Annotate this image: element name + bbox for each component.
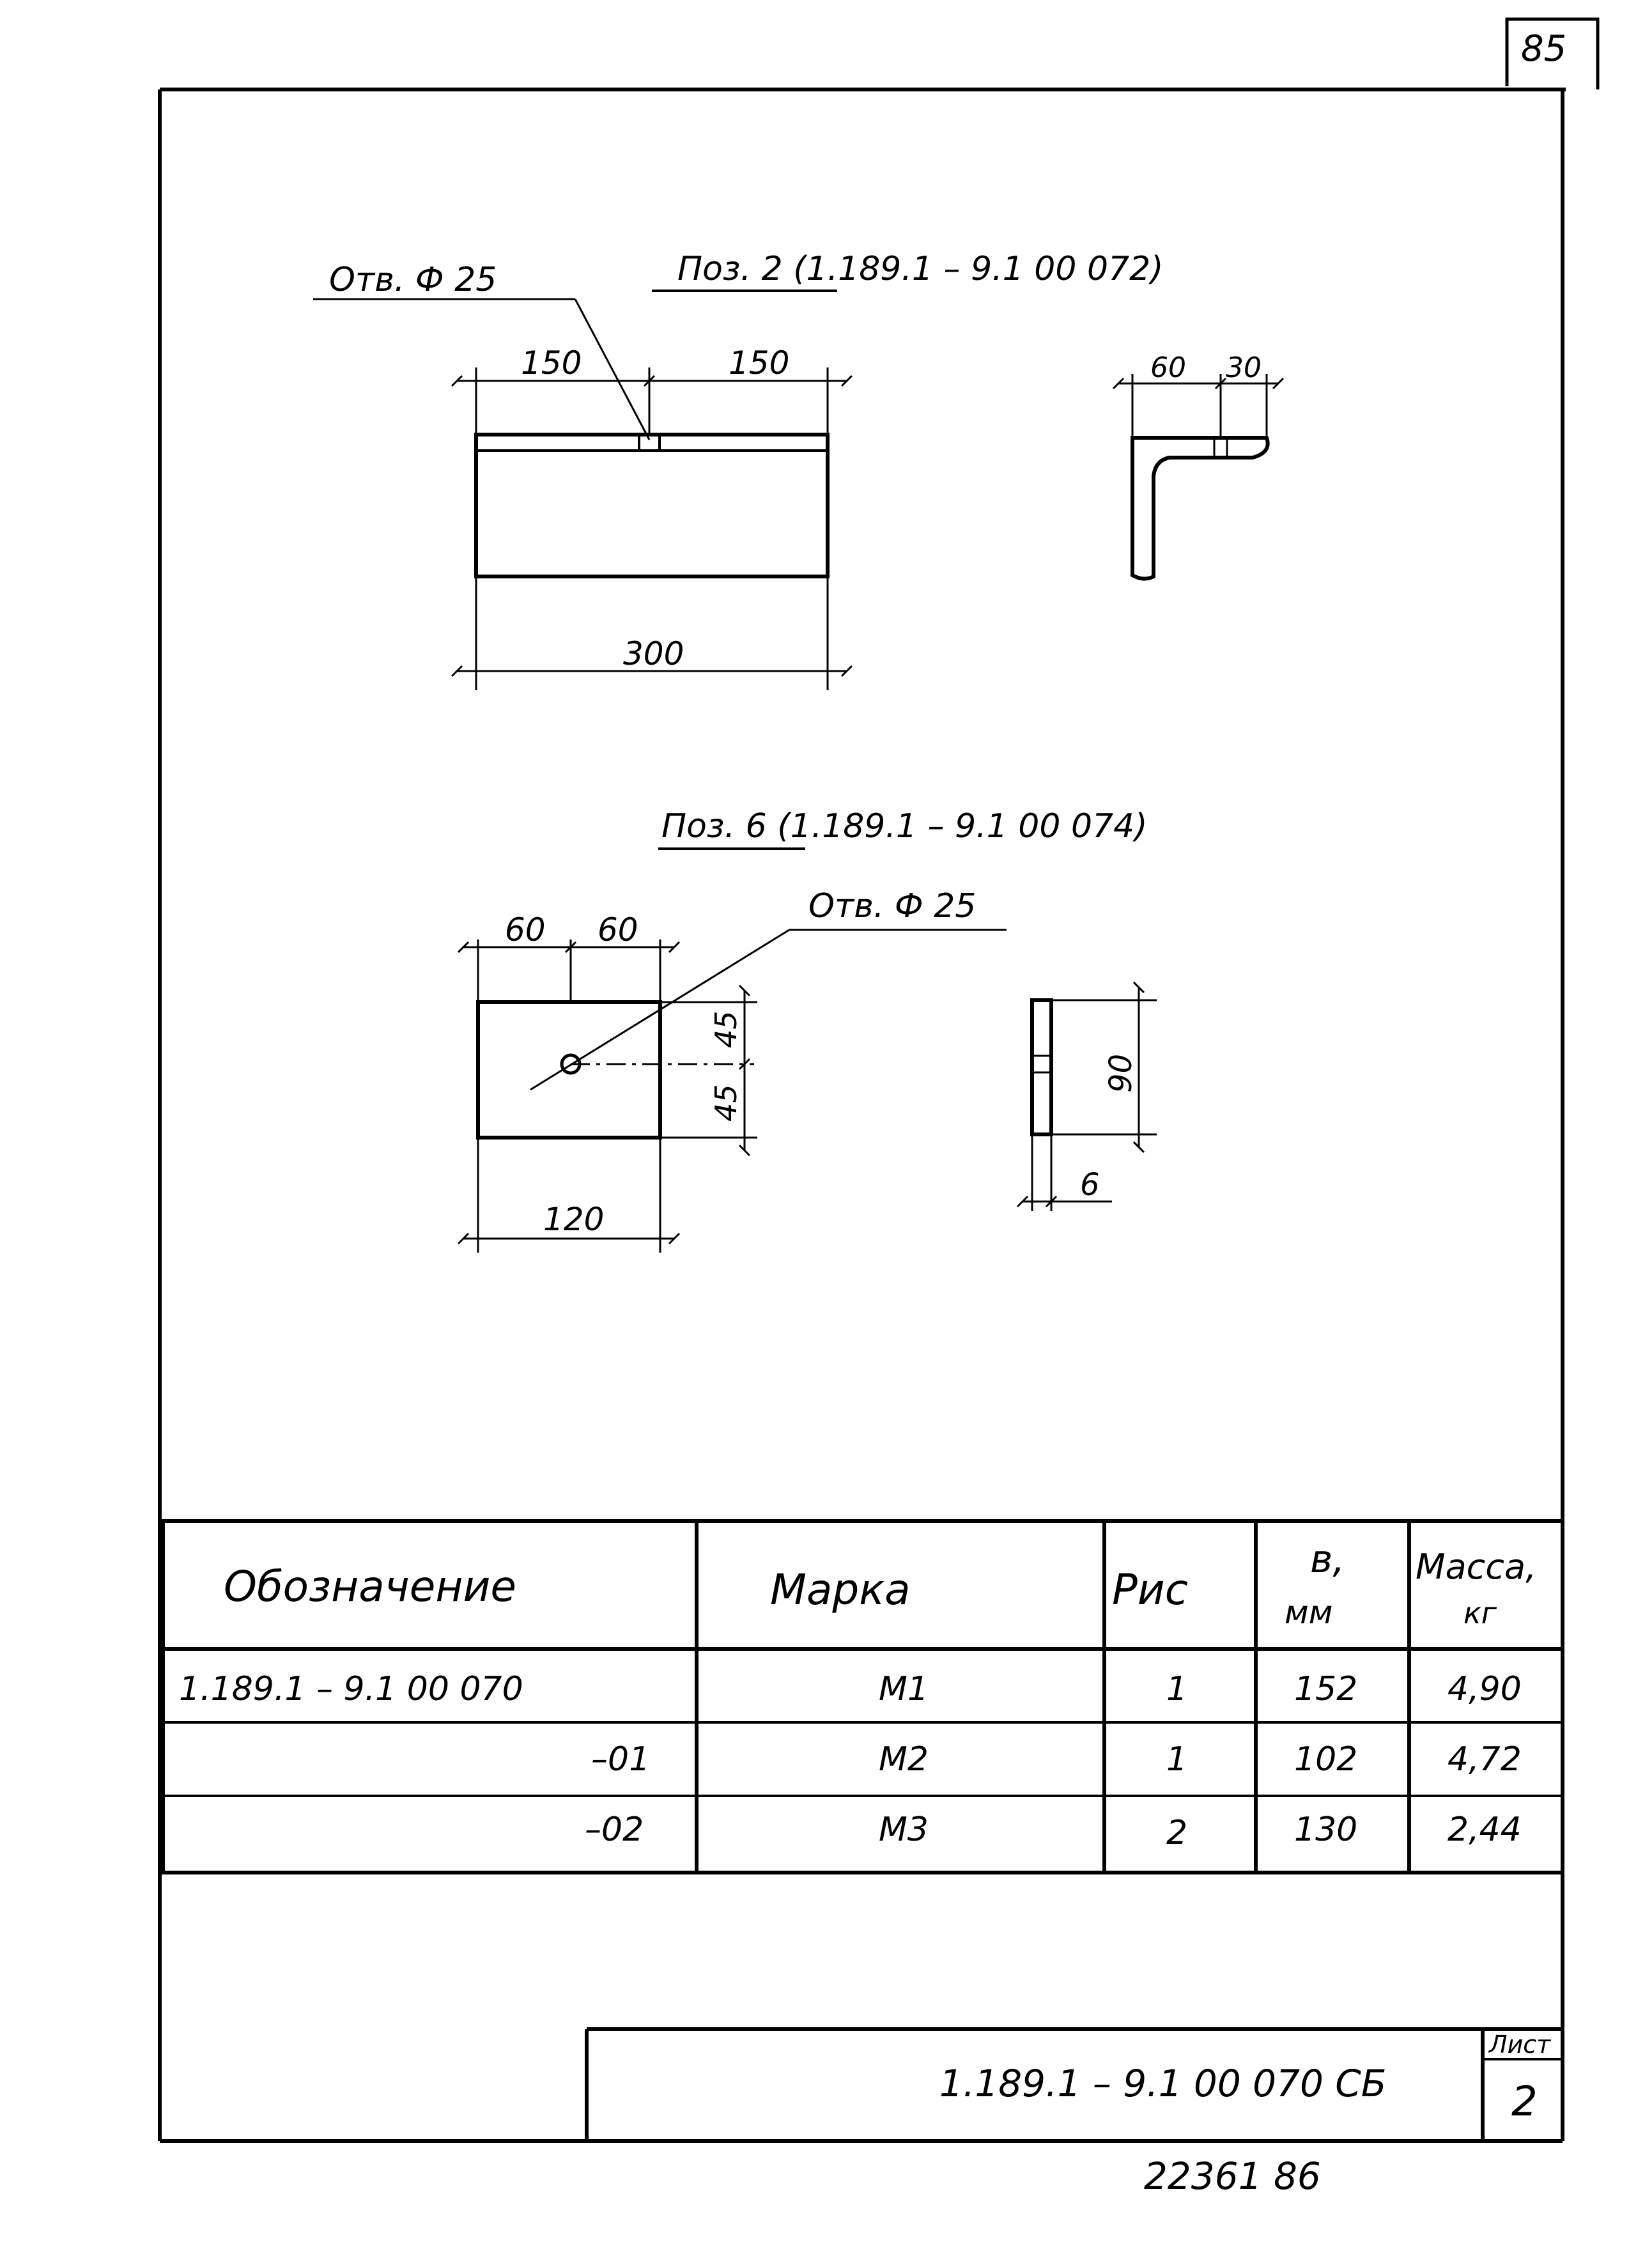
row-3-b: 130: [1294, 1811, 1358, 1849]
row-1-mark: М1: [879, 1670, 929, 1708]
pos6-dim-bottom: 45: [709, 1084, 743, 1122]
row-2-mark: М2: [879, 1740, 929, 1779]
pos6-side-thickness: 6: [1080, 1167, 1100, 1203]
pos2-title: Поз. 2 (1.189.1 – 9.1 00 072): [677, 250, 1164, 288]
header-mass-bottom: кг: [1463, 1596, 1497, 1630]
pos6-dim-top: 45: [709, 1010, 743, 1048]
header-b-top: в,: [1310, 1537, 1345, 1582]
pos2-dim-right: 150: [729, 344, 790, 382]
header-fig: Рис: [1112, 1565, 1188, 1614]
pos6-dim-left: 60: [505, 911, 546, 948]
pos2-dim-left: 150: [521, 344, 582, 382]
row-2-designation: –01: [591, 1740, 651, 1779]
pos6-dim-right: 60: [598, 911, 638, 948]
table-row: [585, 1811, 1522, 1852]
table-row: [179, 1670, 1522, 1708]
sheet-number: 2: [1511, 2078, 1538, 2126]
pos2-drawing: [313, 299, 1278, 690]
header-designation: Обозначение: [224, 1562, 516, 1611]
row-3-mark: М3: [879, 1811, 929, 1849]
row-1-mass: 4,90: [1447, 1670, 1522, 1708]
pos2-side-dim-b: 30: [1226, 352, 1262, 384]
row-3-fig: 2: [1166, 1814, 1188, 1852]
row-1-b: 152: [1294, 1670, 1358, 1708]
table-row: [591, 1740, 1522, 1779]
sheet-label: Лист: [1489, 2030, 1551, 2059]
pos6-dim-total: 120: [543, 1201, 605, 1238]
pos2-hole-label: Отв. Ф 25: [329, 261, 497, 299]
row-3-designation: –02: [585, 1811, 644, 1849]
pos6-title: Поз. 6 (1.189.1 – 9.1 00 074): [661, 807, 1148, 846]
header-b-bottom: мм: [1285, 1594, 1333, 1631]
table-header-row: [224, 1537, 1536, 1631]
row-1-fig: 1: [1166, 1670, 1188, 1708]
pos6-side-height: 90: [1103, 1053, 1139, 1093]
pos2-side-dim-a: 60: [1150, 352, 1186, 384]
row-2-fig: 1: [1166, 1740, 1188, 1779]
row-1-designation: 1.189.1 – 9.1 00 070: [179, 1670, 523, 1708]
pos2-dim-total: 300: [623, 635, 684, 672]
corner-number-box: [1507, 19, 1598, 89]
doc-code: 1.189.1 – 9.1 00 070 СБ: [939, 2062, 1387, 2105]
row-3-mass: 2,44: [1447, 1811, 1522, 1849]
row-2-b: 102: [1294, 1740, 1358, 1779]
row-2-mass: 4,72: [1447, 1740, 1522, 1779]
pos6-hole-label: Отв. Ф 25: [808, 887, 977, 925]
header-mass-top: Масса,: [1416, 1547, 1537, 1587]
corner-number: 85: [1521, 28, 1567, 70]
header-mark: Марка: [770, 1565, 911, 1614]
footer-code: 22361 86: [1144, 2154, 1321, 2198]
